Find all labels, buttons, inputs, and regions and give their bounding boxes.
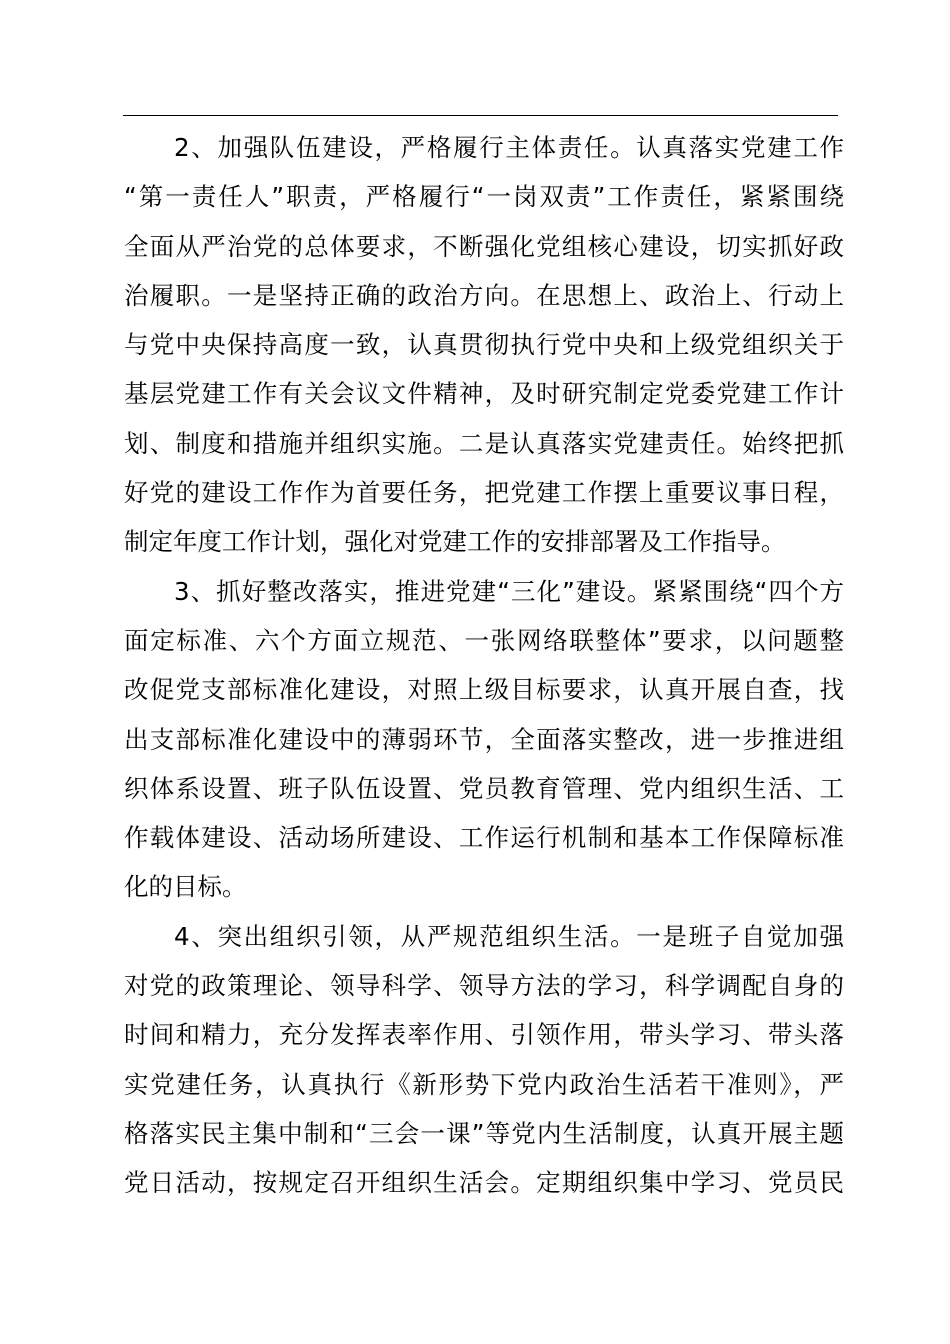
paragraph-2 [124,123,844,567]
text-line: 对党的政策理论、领导科学、领导方法的学习，科学调配自身的 [124,971,844,1001]
text-line: 党日活动，按规定召开组织生活会。定期组织集中学习、党员民 [124,1168,844,1198]
text-line: 基层党建工作有关会议文件精神，及时研究制定党委党建工作计 [124,379,844,409]
text-line: 格落实民主集中制和“三会一课”等党内生活制度，认真开展主题 [124,1118,844,1148]
body-text [124,123,844,1208]
text-line: 治履职。一是坚持正确的政治方向。在思想上、政治上、行动上 [124,280,844,310]
text-line: 出支部标准化建设中的薄弱环节，全面落实整改，进一步推进组 [124,724,844,754]
text-line: 制定年度工作计划，强化对党建工作的安排部署及工作指导。 [124,527,786,557]
text-line: 全面从严治党的总体要求，不断强化党组核心建设，切实抓好政 [124,231,844,261]
text-line: 实党建任务，认真执行《新形势下党内政治生活若干准则》，严 [124,1069,844,1099]
text-line: 划、制度和措施并组织实施。二是认真落实党建责任。始终把抓 [124,428,844,458]
text-line: 改促党支部标准化建设，对照上级目标要求，认真开展自查，找 [124,675,844,705]
text-line: 化的目标。 [124,872,247,902]
header-rule [123,115,838,116]
text-line: 4、突出组织引领，从严规范组织生活。一是班子自觉加强 [174,921,844,951]
text-line: 时间和精力，充分发挥表率作用、引领作用，带头学习、带头落 [124,1020,844,1050]
text-line: 织体系设置、班子队伍设置、党员教育管理、党内组织生活、工 [124,773,844,803]
text-line: 面定标准、六个方面立规范、一张网络联整体”要求，以问题整 [124,625,844,655]
text-line: 好党的建设工作作为首要任务，把党建工作摆上重要议事日程， [124,478,844,508]
paragraph-4 [124,912,844,1208]
text-line: 3、抓好整改落实，推进党建“三化”建设。紧紧围绕“四个方 [174,576,844,606]
text-line: 与党中央保持高度一致，认真贯彻执行党中央和上级党组织关于 [124,330,844,360]
text-line: 2、加强队伍建设，严格履行主体责任。认真落实党建工作 [174,133,844,162]
text-line: “第一责任人”职责，严格履行“一岗双责”工作责任，紧紧围绕 [124,182,844,212]
text-line: 作载体建设、活动场所建设、工作运行机制和基本工作保障标准 [124,823,844,853]
paragraph-3 [124,567,844,912]
